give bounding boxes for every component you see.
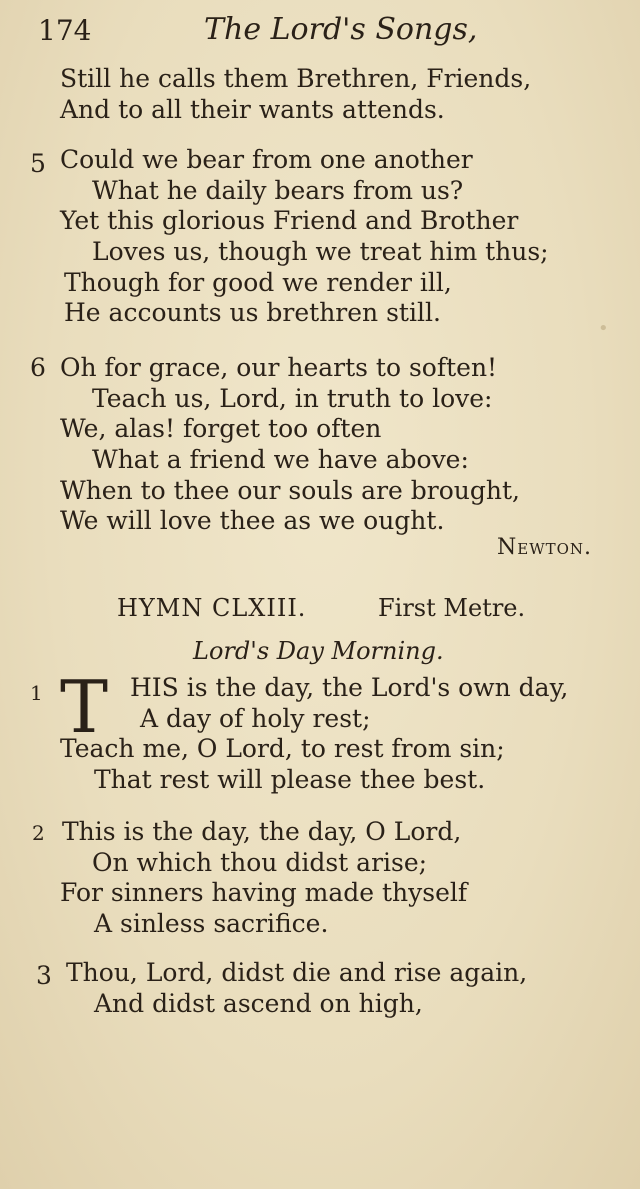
verse-line: And to all their wants attends.	[60, 95, 445, 124]
stanza-number: 6	[30, 353, 46, 382]
verse-line: When to thee our souls are brought,	[60, 476, 520, 505]
verse-line: We will love thee as we ought.	[60, 506, 445, 535]
verse-line: And didst ascend on high,	[94, 989, 423, 1018]
verse-line: Yet this glorious Friend and Brother	[60, 206, 519, 235]
stanza-number: 5	[30, 149, 46, 178]
verse-line: For sinners having made thyself	[60, 878, 468, 907]
verse-line: Could we bear from one another	[60, 145, 473, 174]
verse-line: Oh for grace, our hearts to soften!	[60, 353, 498, 382]
hymn-subtitle: Lord's Day Morning.	[193, 637, 444, 665]
verse-line: That rest will please thee best.	[94, 765, 486, 794]
verse-line: Loves us, though we treat him thus;	[92, 237, 549, 266]
verse-line: A day of holy rest;	[140, 704, 371, 733]
stanza-number: 1	[30, 681, 43, 705]
verse-line: This is the day, the day, O Lord,	[62, 817, 462, 846]
verse-line: Thou, Lord, didst die and rise again,	[66, 958, 528, 987]
verse-line: On which thou didst arise;	[92, 848, 428, 877]
stanza-number: 3	[36, 961, 52, 990]
margin-mark: •	[598, 318, 609, 339]
verse-line: What a friend we have above:	[92, 445, 469, 474]
verse-line: A sinless sacrifice.	[94, 909, 329, 938]
verse-line: Teach us, Lord, in truth to love:	[92, 384, 493, 413]
verse-line: HIS is the day, the Lord's own day,	[130, 673, 569, 702]
stanza-number: 2	[32, 821, 45, 845]
verse-line: Still he calls them Brethren, Friends,	[60, 64, 532, 93]
author-signature: Newton.	[497, 535, 593, 560]
verse-line: Though for good we render ill,	[64, 268, 452, 297]
hymn-title: HYMN CLXIII.	[117, 594, 307, 622]
page-number: 174	[38, 14, 92, 47]
verse-line: He accounts us brethren still.	[64, 298, 441, 327]
drop-cap: T	[60, 665, 109, 749]
verse-line: We, alas! forget too often	[60, 414, 382, 443]
hymn-metre: First Metre.	[378, 594, 526, 622]
verse-line: Teach me, O Lord, to rest from sin;	[60, 734, 505, 763]
verse-line: What he daily bears from us?	[92, 176, 464, 205]
running-title: The Lord's Songs,	[204, 12, 478, 47]
